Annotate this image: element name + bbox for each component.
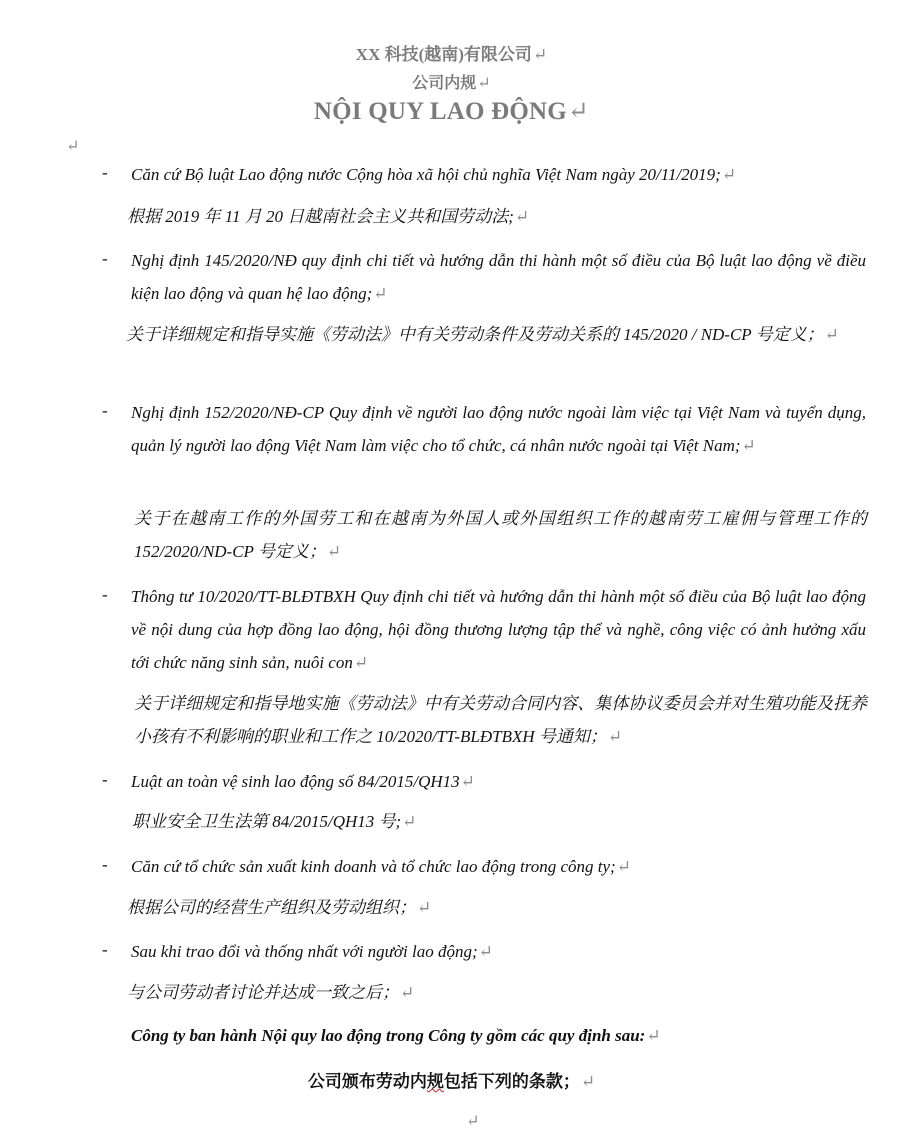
clause-vi-1: Căn cứ Bộ luật Lao động nước Cộng hòa xã hội chủ nghĩa Việt Nam ngày 20/11/2019;↵ — [131, 165, 737, 184]
document-title: NỘI QUY LAO ĐỘNG↵ — [313, 98, 590, 125]
clause-zh-3: 关于在越南工作的外国劳工和在越南为外国人或外国组织工作的越南劳工雇佣与管理工作的 152/2020/ND-CP 号定义；↵ — [134, 509, 867, 561]
empty-paragraph-mark: ↵ — [66, 138, 80, 155]
clause-vi-2: Nghị định 145/2020/NĐ quy định chi tiết và hướng dẫn thi hành một số điều của Bộ luật lao động về điều kiện lao động và quan hệ lao động;↵ — [131, 251, 866, 303]
conclusion-zh: 公司颁布劳动内规包括下列的条款；↵ — [307, 1072, 596, 1091]
bullet-dash: - — [102, 249, 108, 268]
bullet-dash: - — [102, 855, 108, 874]
bullet-dash: - — [102, 163, 108, 182]
document-subtitle: 公司内规↵ — [412, 75, 491, 92]
clause-zh-5: 职业安全卫生法第 84/2015/QH13 号;↵ — [132, 812, 417, 831]
bullet-dash: - — [102, 401, 108, 420]
clause-vi-7: Sau khi trao đổi và thống nhất với người lao động;↵ — [131, 942, 493, 961]
bullet-dash: - — [102, 940, 108, 959]
clause-zh-4: 关于详细规定和指导地实施《劳动法》中有关劳动合同内容、集体协议委员会并对生殖功能及抚养小孩有不利影响的职业和工作之 10/2020/TT-BLĐTBXH 号通知；↵ — [134, 694, 867, 746]
clause-vi-5: Luật an toàn vệ sinh lao động số 84/2015/QH13↵ — [131, 772, 475, 791]
empty-paragraph-mark: ↵ — [466, 1113, 480, 1130]
clause-vi-6: Căn cứ tổ chức sản xuất kinh doanh và tổ chức lao động trong công ty;↵ — [131, 857, 631, 876]
clause-zh-7: 与公司劳动者讨论并达成一致之后；↵ — [127, 983, 415, 1002]
spellcheck-flag: 规 — [426, 1072, 444, 1091]
clause-vi-3: Nghị định 152/2020/NĐ-CP Quy định về người lao động nước ngoài làm việc tại Việt Nam và tuyển dụng, quản lý người lao động Việt Nam làm việc cho tổ chức, cá nhân nước ngoài tại Việt Nam;↵ — [131, 403, 866, 455]
clause-zh-2: 关于详细规定和指导实施《劳动法》中有关劳动条件及劳动关系的 145/2020 / ND-CP 号定义；↵ — [126, 325, 839, 344]
clause-zh-6: 根据公司的经营生产组织及劳动组织；↵ — [127, 898, 432, 917]
clause-vi-4: Thông tư 10/2020/TT-BLĐTBXH Quy định chi tiết và hướng dẫn thi hành một số điều của Bộ luật lao động về nội dung của hợp đồng lao động, hội đồng thương lượng tập thể và nghề, công việc có ảnh hưởng xấu tới chức năng sinh sản, nuôi con↵ — [131, 587, 866, 672]
bullet-dash: - — [102, 585, 108, 604]
company-name: XX 科技(越南)有限公司↵ — [355, 45, 548, 64]
conclusion-vi: Công ty ban hành Nội quy lao động trong Công ty gồm các quy định sau:↵ — [131, 1026, 661, 1045]
clause-zh-1: 根据 2019 年 11 月 20 日越南社会主义共和国劳动法;↵ — [127, 207, 530, 226]
bullet-dash: - — [102, 770, 108, 789]
